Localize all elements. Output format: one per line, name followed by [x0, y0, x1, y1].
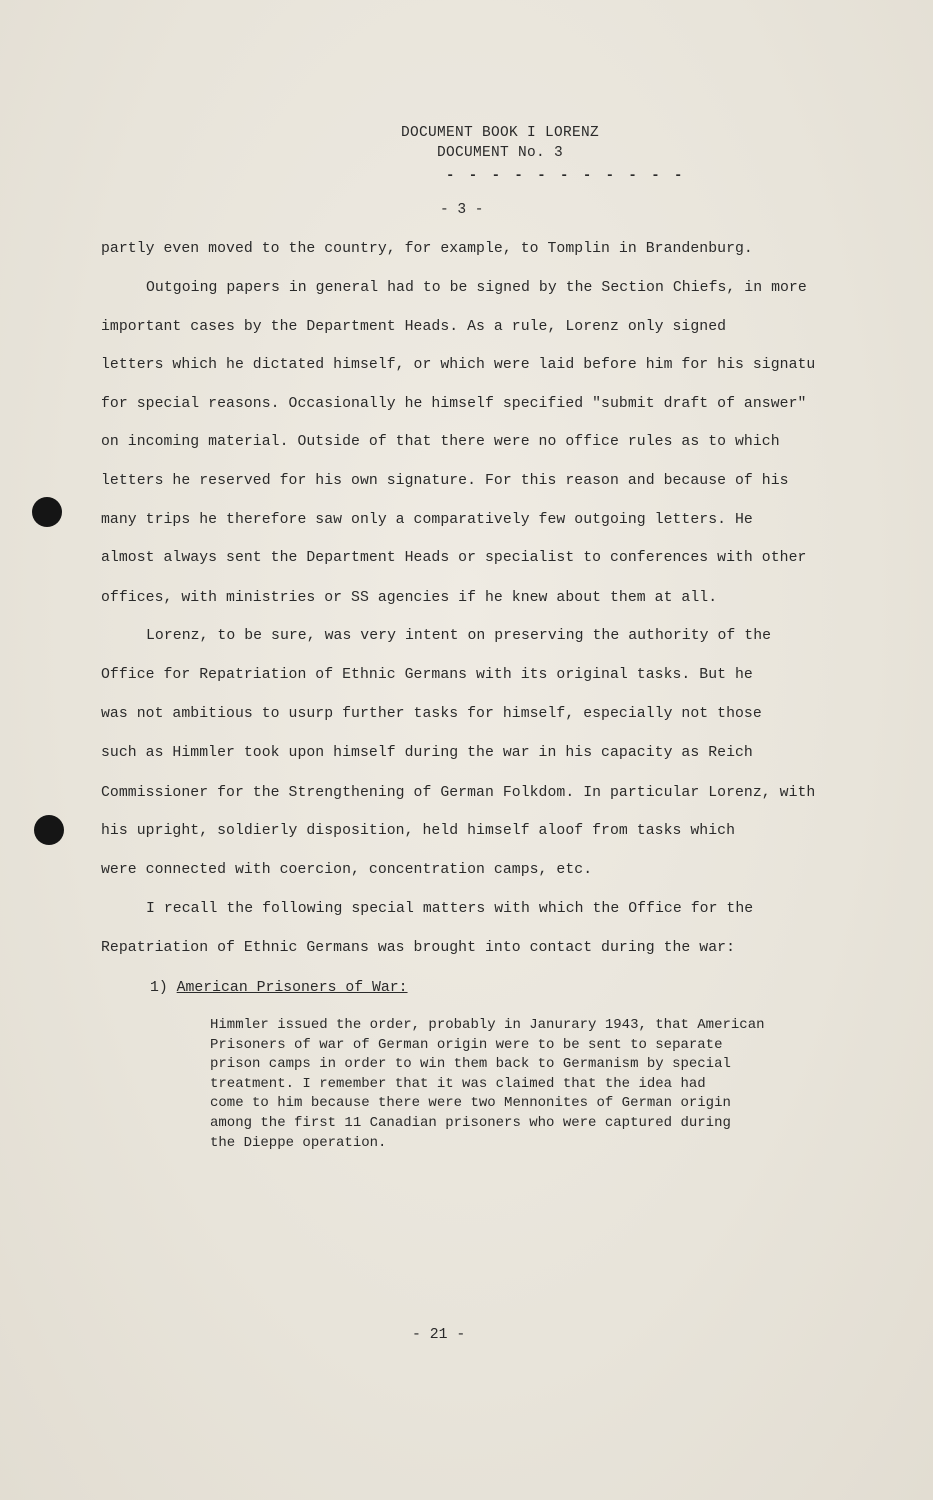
body-line: were connected with coercion, concentration camps, etc.	[101, 862, 593, 878]
body-line: I recall the following special matters with which the Office for the	[146, 901, 754, 917]
body-line: offices, with ministries or SS agencies if he knew about them at all.	[101, 590, 718, 606]
body-line: was not ambitious to usurp further tasks for himself, especially not those	[101, 706, 762, 722]
body-line: Office for Repatriation of Ethnic Germans with its original tasks. But he	[101, 667, 753, 683]
body-line: his upright, soldierly disposition, held himself aloof from tasks which	[101, 823, 735, 839]
quote-line: Prisoners of war of German origin were to be sent to separate	[210, 1037, 723, 1053]
doc-number: DOCUMENT No. 3	[436, 145, 564, 161]
section-number: 1)	[150, 980, 168, 996]
header-divider: - - - - - - - - - - -	[446, 168, 686, 184]
doc-book-title: DOCUMENT BOOK I LORENZ	[400, 125, 600, 141]
body-line: Outgoing papers in general had to be signed by the Section Chiefs, in more	[146, 280, 807, 296]
section-title: American Prisoners of War:	[176, 980, 408, 996]
quote-line: among the first 11 Canadian prisoners who were captured during	[210, 1115, 731, 1131]
body-line: Commissioner for the Strengthening of German Folkdom. In particular Lorenz, with	[101, 785, 816, 801]
quote-line: treatment. I remember that it was claimed that the idea had	[210, 1076, 706, 1092]
body-line: letters which he dictated himself, or which were laid before him for his signatu	[101, 357, 816, 373]
body-line: important cases by the Department Heads. As a rule, Lorenz only signed	[101, 319, 727, 335]
quote-line: the Dieppe operation.	[210, 1135, 387, 1151]
body-line: Repatriation of Ethnic Germans was brought into contact during the war:	[101, 940, 735, 956]
quote-line: Himmler issued the order, probably in Janurary 1943, that American	[210, 1017, 765, 1033]
quote-line: prison camps in order to win them back to Germanism by special	[210, 1056, 731, 1072]
body-line: letters he reserved for his own signature. For this reason and because of his	[101, 473, 789, 489]
body-line: such as Himmler took upon himself during the war in his capacity as Reich	[101, 745, 753, 761]
page-number: - 21 -	[412, 1327, 466, 1343]
page-marker: - 3 -	[440, 202, 484, 218]
punch-hole-lower	[34, 815, 64, 845]
body-line: for special reasons. Occasionally he himself specified "submit draft of answer"	[101, 396, 807, 412]
punch-hole-upper	[32, 497, 62, 527]
body-line: many trips he therefore saw only a comparatively few outgoing letters. He	[101, 512, 753, 528]
body-line: on incoming material. Outside of that there were no office rules as to which	[101, 434, 780, 450]
body-line: partly even moved to the country, for example, to Tomplin in Brandenburg.	[101, 241, 753, 257]
section-heading	[150, 980, 408, 996]
body-line: Lorenz, to be sure, was very intent on preserving the authority of the	[146, 628, 772, 644]
body-line: almost always sent the Department Heads or specialist to conferences with other	[101, 550, 807, 566]
quote-line: come to him because there were two Mennonites of German origin	[210, 1095, 731, 1111]
